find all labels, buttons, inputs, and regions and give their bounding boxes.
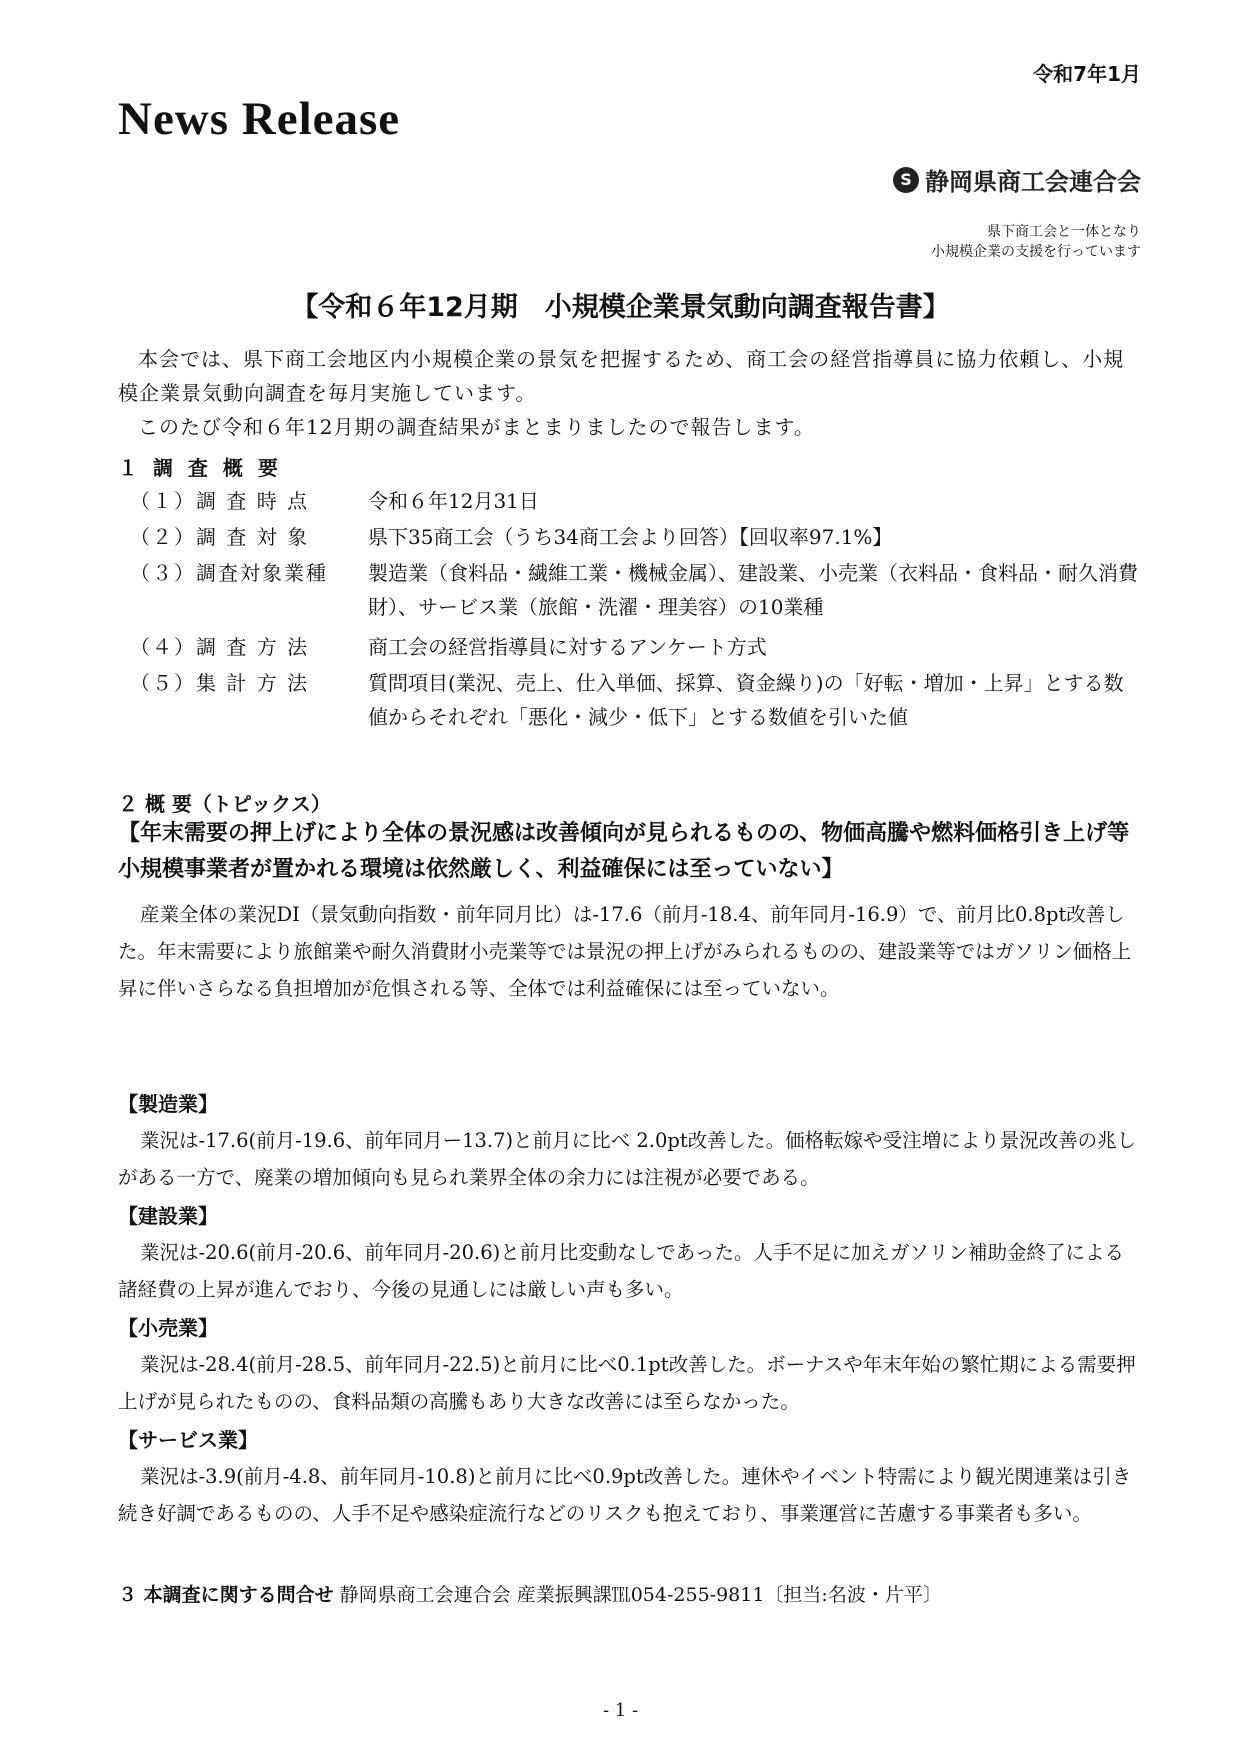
report-title: 【令和６年12月期 小規模企業景気動向調査報告書】 [291, 292, 950, 323]
organization-name: 静岡県商工会連合会 [925, 168, 1141, 196]
survey-item-label: （５）集 計 方 法 [130, 671, 310, 695]
topics-headline: 【年末需要の押上げにより全体の景況感は改善傾向が見られるものの、物価高騰や燃料価格引き上げ等小規模事業者が置かれる環境は依然厳しく、利益確保には至っていない】 [118, 821, 1130, 882]
survey-item [130, 484, 1140, 518]
intro-paragraph-1: 本会では、県下商工会地区内小規模企業の景気を把握するため、商工会の経営指導員に協力依頼し、小規模企業景気動向調査を毎月実施しています。 [118, 347, 1125, 405]
industry-heading-manufacturing: 【製造業】 [118, 1092, 218, 1116]
intro-paragraph-2: このたび令和６年12月期の調査結果がまとまりましたので報告します。 [138, 415, 815, 439]
page-number: - 1 - [602, 1700, 639, 1721]
section-3-heading: ３ 本調査に関する問合せ [118, 1584, 334, 1606]
industry-text-service: 業況は-3.9(前月-4.8、前年同月-10.8)と前月に比べ0.9pt改善した。連休やイベント特需により観光関連業は引き続き好調であるものの、人手不足や感染症流行などのリスクも抱えており、事業運営に苦慮する事業者も多い。 [118, 1465, 1132, 1525]
section-1-heading: １ 調 査 概 要 [118, 456, 282, 480]
survey-item [130, 556, 1140, 624]
survey-item-label: （１）調 査 時 点 [130, 489, 310, 513]
survey-item-label: （３）調査対象業種 [130, 561, 328, 585]
industry-heading-retail: 【小売業】 [118, 1316, 218, 1340]
industry-heading-service: 【サービス業】 [118, 1428, 258, 1452]
tagline-line-1: 県下商工会と一体となり [987, 224, 1141, 240]
survey-item-value: 製造業（食料品・繊維工業・機械金属）、建設業、小売業（衣料品・食料品・耐久消費財）、サービス業（旅館・洗濯・理美容）の10業種 [368, 561, 1138, 619]
overall-summary: 産業全体の業況DI（景気動向指数・前年同月比）は-17.6（前月-18.4、前年同月-16.9）で、前月比0.8pt改善した。年末需要により旅館業や耐久消費財小売業等では景況の押上げがみられるものの、建設業等ではガソリン価格上昇に伴いさらなる負担増加が危惧される等、全体では利益確保には至っていない。 [118, 903, 1132, 1000]
organization [893, 162, 1141, 197]
release-date: 令和7年1月 [1033, 62, 1141, 86]
contact-details: 静岡県商工会連合会 産業振興課℡054-255-9811〔担当:名波・片平〕 [339, 1584, 942, 1606]
survey-item-label: （４）調 査 方 法 [130, 635, 310, 659]
industry-text-construction: 業況は-20.6(前月-20.6、前年同月-20.6)と前月比変動なしであった。人手不足に加えガソリン補助金終了による諸経費の上昇が進んでおり、今後の見通しには厳しい声も多い。 [118, 1241, 1125, 1301]
survey-item [130, 630, 1140, 664]
survey-item-value: 県下35商工会（うち34商工会より回答）【回収率97.1%】 [368, 525, 893, 549]
survey-item-label: （２）調 査 対 象 [130, 525, 310, 549]
news-release-heading: News Release [118, 93, 401, 145]
tagline-line-2: 小規模企業の支援を行っています [931, 244, 1141, 260]
tagline [931, 222, 1141, 262]
industry-heading-construction: 【建設業】 [118, 1204, 218, 1228]
organization-logo-icon: S [893, 167, 919, 193]
industry-text-retail: 業況は-28.4(前月-28.5、前年同月-22.5)と前月に比べ0.1pt改善した。ボーナスや年末年始の繁忙期による需要押上げが見られたものの、食料品類の高騰もあり大きな改善には至らなかった。 [118, 1353, 1136, 1413]
survey-item [130, 666, 1140, 734]
contact-line [118, 1580, 942, 1607]
survey-item-value: 質問項目(業況、売上、仕入単価、採算、資金繰り)の「好転・増加・上昇」とする数値からそれぞれ「悪化・減少・低下」とする数値を引いた値 [368, 671, 1124, 729]
industry-text-manufacturing: 業況は-17.6(前月-19.6、前年同月ー13.7)と前月に比べ 2.0pt改善した。価格転嫁や受注増により景況改善の兆しがある一方で、廃業の増加傾向も見られ業界全体の余力には注視が必要である。 [118, 1129, 1137, 1189]
survey-item-value: 令和６年12月31日 [368, 489, 539, 513]
survey-item [130, 520, 1140, 554]
section-2-heading: ２ 概 要（トピックス） [118, 792, 331, 816]
survey-item-value: 商工会の経営指導員に対するアンケート方式 [368, 635, 767, 659]
